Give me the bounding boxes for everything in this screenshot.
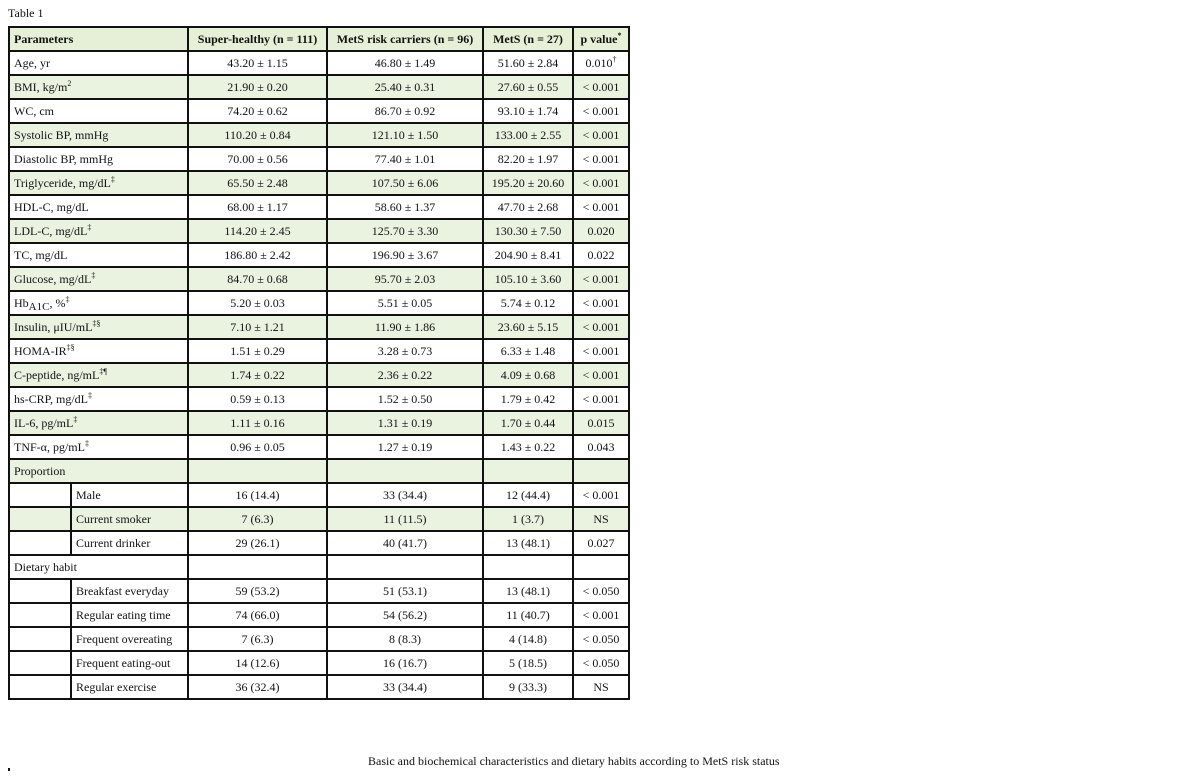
table-row <box>9 99 629 123</box>
table-row <box>9 435 629 459</box>
cell-risk-carriers: 8 (8.3) <box>327 627 483 651</box>
cell-p-value <box>573 267 629 291</box>
table-row <box>9 387 629 411</box>
cell-risk-carriers: 25.40 ± 0.31 <box>327 75 483 99</box>
row-label <box>9 387 188 411</box>
cell-mets: 4.09 ± 0.68 <box>483 363 573 387</box>
cell-p-value <box>573 411 629 435</box>
cell-super-healthy: 36 (32.4) <box>188 675 327 699</box>
footnote-mark: 2 <box>67 79 72 88</box>
row-label-text: IL-6, pg/mL <box>14 416 74 430</box>
row-label: Male <box>71 483 188 507</box>
cell-super-healthy: 14 (12.6) <box>188 651 327 675</box>
cell-mets: 1 (3.7) <box>483 507 573 531</box>
cell-super-healthy: 43.20 ± 1.15 <box>188 51 327 75</box>
p-value-text: < 0.001 <box>582 344 620 358</box>
col-header-super-healthy: Super-healthy (n = 111) <box>188 27 327 51</box>
col-header-p-value: p value* <box>573 27 629 51</box>
footnote-mark: ‡§ <box>66 343 75 352</box>
indent-cell <box>9 651 71 675</box>
p-value-text: < 0.001 <box>582 152 620 166</box>
cell-mets: 23.60 ± 5.15 <box>483 315 573 339</box>
cell-super-healthy: 65.50 ± 2.48 <box>188 171 327 195</box>
empty-cell <box>188 555 327 579</box>
table-row <box>9 363 629 387</box>
table-row <box>9 483 629 507</box>
cell-mets: 12 (44.4) <box>483 483 573 507</box>
cell-risk-carriers: 125.70 ± 3.30 <box>327 219 483 243</box>
cell-p-value <box>573 195 629 219</box>
cell-mets: 4 (14.8) <box>483 627 573 651</box>
table-row <box>9 315 629 339</box>
cell-p-value <box>573 219 629 243</box>
p-value-text: < 0.001 <box>582 80 620 94</box>
p-value-text: < 0.001 <box>582 272 620 286</box>
row-label-text: WC, cm <box>14 104 54 118</box>
cell-risk-carriers: 95.70 ± 2.03 <box>327 267 483 291</box>
table-row <box>9 123 629 147</box>
row-label-suffix: , % <box>49 296 66 310</box>
row-label <box>9 411 188 435</box>
col-header-risk-carriers: MetS risk carriers (n = 96) <box>327 27 483 51</box>
cell-p-value <box>573 339 629 363</box>
row-label-text: TC, mg/dL <box>14 248 68 262</box>
cell-risk-carriers: 5.51 ± 0.05 <box>327 291 483 315</box>
cell-mets: 9 (33.3) <box>483 675 573 699</box>
empty-cell <box>573 459 629 483</box>
p-value-text: 0.015 <box>587 416 615 430</box>
indent-cell <box>9 603 71 627</box>
cell-risk-carriers: 107.50 ± 6.06 <box>327 171 483 195</box>
row-label: Frequent overeating <box>71 627 188 651</box>
cell-super-healthy: 74.20 ± 0.62 <box>188 99 327 123</box>
cell-p-value <box>573 363 629 387</box>
row-label <box>9 315 188 339</box>
cell-mets: 13 (48.1) <box>483 579 573 603</box>
indent-cell <box>9 483 71 507</box>
p-value-text: < 0.001 <box>582 104 620 118</box>
p-value-text: 0.020 <box>587 224 615 238</box>
cell-risk-carriers: 86.70 ± 0.92 <box>327 99 483 123</box>
row-label: Regular exercise <box>71 675 188 699</box>
cell-mets: 93.10 ± 1.74 <box>483 99 573 123</box>
cell-risk-carriers: 1.31 ± 0.19 <box>327 411 483 435</box>
row-label <box>9 267 188 291</box>
cell-mets: 5.74 ± 0.12 <box>483 291 573 315</box>
footnote-mark: ‡ <box>110 175 115 184</box>
cell-mets: 6.33 ± 1.48 <box>483 339 573 363</box>
cell-super-healthy: 59 (53.2) <box>188 579 327 603</box>
cell-mets: 105.10 ± 3.60 <box>483 267 573 291</box>
footnote-mark: ‡ <box>87 223 92 232</box>
cell-super-healthy: 70.00 ± 0.56 <box>188 147 327 171</box>
cell-p-value: < 0.050 <box>573 627 629 651</box>
cell-risk-carriers: 1.52 ± 0.50 <box>327 387 483 411</box>
cell-p-value <box>573 291 629 315</box>
row-label-text: HDL-C, mg/dL <box>14 200 89 214</box>
p-value-text: < 0.001 <box>582 368 620 382</box>
cell-super-healthy: 21.90 ± 0.20 <box>188 75 327 99</box>
footnote-mark: ‡¶ <box>99 367 107 376</box>
p-value-text: 0.022 <box>587 248 615 262</box>
stray-mark <box>8 768 10 771</box>
table-row <box>9 291 629 315</box>
cell-p-value <box>573 75 629 99</box>
footnote-mark: ‡ <box>91 271 96 280</box>
cell-super-healthy: 114.20 ± 2.45 <box>188 219 327 243</box>
cell-super-healthy: 186.80 ± 2.42 <box>188 243 327 267</box>
footnote-mark: ‡ <box>65 295 70 304</box>
cell-mets: 27.60 ± 0.55 <box>483 75 573 99</box>
table-label: Table 1 <box>8 6 44 20</box>
cell-risk-carriers: 196.90 ± 3.67 <box>327 243 483 267</box>
cell-risk-carriers: 11 (11.5) <box>327 507 483 531</box>
col-header-parameters: Parameters <box>9 27 188 51</box>
row-label: Current drinker <box>71 531 188 555</box>
cell-super-healthy: 84.70 ± 0.68 <box>188 267 327 291</box>
row-label <box>9 243 188 267</box>
cell-mets: 51.60 ± 2.84 <box>483 51 573 75</box>
cell-p-value <box>573 123 629 147</box>
cell-p-value: < 0.050 <box>573 651 629 675</box>
table-caption: Basic and biochemical characteristics and dietary habits according to MetS risk status <box>368 754 780 768</box>
p-value-text: < 0.001 <box>582 200 620 214</box>
cell-p-value <box>573 315 629 339</box>
cell-p-value <box>573 171 629 195</box>
header-row <box>9 27 629 51</box>
row-label-text: Insulin, μIU/mL <box>14 320 93 334</box>
cell-risk-carriers: 46.80 ± 1.49 <box>327 51 483 75</box>
cell-p-value <box>573 51 629 75</box>
cell-risk-carriers: 1.27 ± 0.19 <box>327 435 483 459</box>
cell-mets: 1.43 ± 0.22 <box>483 435 573 459</box>
table-row <box>9 51 629 75</box>
cell-mets: 11 (40.7) <box>483 603 573 627</box>
table-row <box>9 675 629 699</box>
table-row <box>9 651 629 675</box>
table-row <box>9 339 629 363</box>
table-row <box>9 579 629 603</box>
cell-super-healthy: 1.74 ± 0.22 <box>188 363 327 387</box>
row-label-text: C-peptide, ng/mL <box>14 368 100 382</box>
row-label: Current smoker <box>71 507 188 531</box>
cell-mets: 133.00 ± 2.55 <box>483 123 573 147</box>
row-label-text: Hb <box>14 296 29 310</box>
table-row <box>9 411 629 435</box>
row-label <box>9 123 188 147</box>
row-label-subscript: A1C <box>28 301 50 313</box>
footnote-mark: ‡ <box>73 415 78 424</box>
row-label-text: Age, yr <box>14 56 50 70</box>
table-row <box>9 627 629 651</box>
table-row <box>9 531 629 555</box>
cell-risk-carriers: 16 (16.7) <box>327 651 483 675</box>
cell-super-healthy: 1.51 ± 0.29 <box>188 339 327 363</box>
p-value-text: < 0.001 <box>582 320 620 334</box>
col-header-mets: MetS (n = 27) <box>483 27 573 51</box>
row-label-text: LDL-C, mg/dL <box>14 224 88 238</box>
cell-p-value <box>573 435 629 459</box>
cell-p-value: < 0.050 <box>573 579 629 603</box>
cell-super-healthy: 0.96 ± 0.05 <box>188 435 327 459</box>
empty-cell <box>483 459 573 483</box>
footnote-mark: ‡§ <box>92 319 101 328</box>
cell-risk-carriers: 77.40 ± 1.01 <box>327 147 483 171</box>
cell-super-healthy: 29 (26.1) <box>188 531 327 555</box>
section-header-row <box>9 459 629 483</box>
cell-super-healthy: 7 (6.3) <box>188 627 327 651</box>
empty-cell <box>327 555 483 579</box>
cell-p-value: NS <box>573 675 629 699</box>
cell-risk-carriers: 54 (56.2) <box>327 603 483 627</box>
cell-risk-carriers: 58.60 ± 1.37 <box>327 195 483 219</box>
p-value-text: 0.010 <box>585 56 613 70</box>
p-value-text: < 0.001 <box>582 176 620 190</box>
cell-p-value: < 0.001 <box>573 603 629 627</box>
row-label: Breakfast everyday <box>71 579 188 603</box>
table-row <box>9 603 629 627</box>
p-value-text: < 0.001 <box>582 392 620 406</box>
cell-mets: 195.20 ± 20.60 <box>483 171 573 195</box>
p-value-text: 0.043 <box>587 440 615 454</box>
cell-mets: 13 (48.1) <box>483 531 573 555</box>
table-row <box>9 147 629 171</box>
cell-super-healthy: 7 (6.3) <box>188 507 327 531</box>
cell-mets: 204.90 ± 8.41 <box>483 243 573 267</box>
row-label-text: hs-CRP, mg/dL <box>14 392 89 406</box>
cell-super-healthy: 110.20 ± 0.84 <box>188 123 327 147</box>
indent-cell <box>9 579 71 603</box>
row-label-text: TNF-α, pg/mL <box>14 440 85 454</box>
cell-mets: 82.20 ± 1.97 <box>483 147 573 171</box>
row-label <box>9 339 188 363</box>
footnote-mark: ‡ <box>84 439 89 448</box>
indent-cell <box>9 627 71 651</box>
table-row <box>9 219 629 243</box>
row-label <box>9 195 188 219</box>
row-label <box>9 171 188 195</box>
cell-risk-carriers: 2.36 ± 0.22 <box>327 363 483 387</box>
row-label: Frequent eating-out <box>71 651 188 675</box>
row-label-text: BMI, kg/m <box>14 80 68 94</box>
cell-mets: 1.70 ± 0.44 <box>483 411 573 435</box>
cell-super-healthy: 1.11 ± 0.16 <box>188 411 327 435</box>
table-row <box>9 243 629 267</box>
section-label: Proportion <box>9 459 188 483</box>
table-row <box>9 75 629 99</box>
characteristics-table <box>8 26 630 700</box>
cell-risk-carriers: 33 (34.4) <box>327 675 483 699</box>
indent-cell <box>9 531 71 555</box>
empty-cell <box>188 459 327 483</box>
cell-p-value <box>573 243 629 267</box>
cell-risk-carriers: 33 (34.4) <box>327 483 483 507</box>
cell-p-value <box>573 147 629 171</box>
p-value-text: < 0.001 <box>582 296 620 310</box>
footnote-mark: ‡ <box>88 391 93 400</box>
cell-mets: 47.70 ± 2.68 <box>483 195 573 219</box>
row-label-text: Glucose, mg/dL <box>14 272 92 286</box>
cell-super-healthy: 5.20 ± 0.03 <box>188 291 327 315</box>
row-label <box>9 99 188 123</box>
cell-super-healthy: 0.59 ± 0.13 <box>188 387 327 411</box>
row-label-text: Triglyceride, mg/dL <box>14 176 111 190</box>
cell-super-healthy: 68.00 ± 1.17 <box>188 195 327 219</box>
section-header-row <box>9 555 629 579</box>
cell-risk-carriers: 40 (41.7) <box>327 531 483 555</box>
table-row <box>9 195 629 219</box>
row-label <box>9 435 188 459</box>
row-label-text: HOMA-IR <box>14 344 67 358</box>
row-label <box>9 363 188 387</box>
indent-cell <box>9 675 71 699</box>
table-row <box>9 171 629 195</box>
cell-risk-carriers: 3.28 ± 0.73 <box>327 339 483 363</box>
section-label: Dietary habit <box>9 555 188 579</box>
cell-mets: 5 (18.5) <box>483 651 573 675</box>
row-label: Regular eating time <box>71 603 188 627</box>
cell-p-value: 0.027 <box>573 531 629 555</box>
empty-cell <box>573 555 629 579</box>
row-label-text: Systolic BP, mmHg <box>14 128 109 142</box>
table-row <box>9 267 629 291</box>
table-row <box>9 507 629 531</box>
cell-p-value: NS <box>573 507 629 531</box>
cell-p-value <box>573 99 629 123</box>
row-label <box>9 291 188 315</box>
cell-super-healthy: 16 (14.4) <box>188 483 327 507</box>
cell-super-healthy: 74 (66.0) <box>188 603 327 627</box>
row-label <box>9 51 188 75</box>
p-value-text: < 0.001 <box>582 128 620 142</box>
indent-cell <box>9 507 71 531</box>
empty-cell <box>483 555 573 579</box>
table-body <box>9 51 629 699</box>
cell-risk-carriers: 11.90 ± 1.86 <box>327 315 483 339</box>
row-label <box>9 147 188 171</box>
row-label <box>9 75 188 99</box>
cell-super-healthy: 7.10 ± 1.21 <box>188 315 327 339</box>
footnote-mark: † <box>612 55 617 64</box>
empty-cell <box>327 459 483 483</box>
cell-risk-carriers: 121.10 ± 1.50 <box>327 123 483 147</box>
cell-mets: 1.79 ± 0.42 <box>483 387 573 411</box>
cell-risk-carriers: 51 (53.1) <box>327 579 483 603</box>
row-label-text: Diastolic BP, mmHg <box>14 152 114 166</box>
cell-mets: 130.30 ± 7.50 <box>483 219 573 243</box>
row-label <box>9 219 188 243</box>
cell-p-value <box>573 387 629 411</box>
cell-p-value: < 0.001 <box>573 483 629 507</box>
